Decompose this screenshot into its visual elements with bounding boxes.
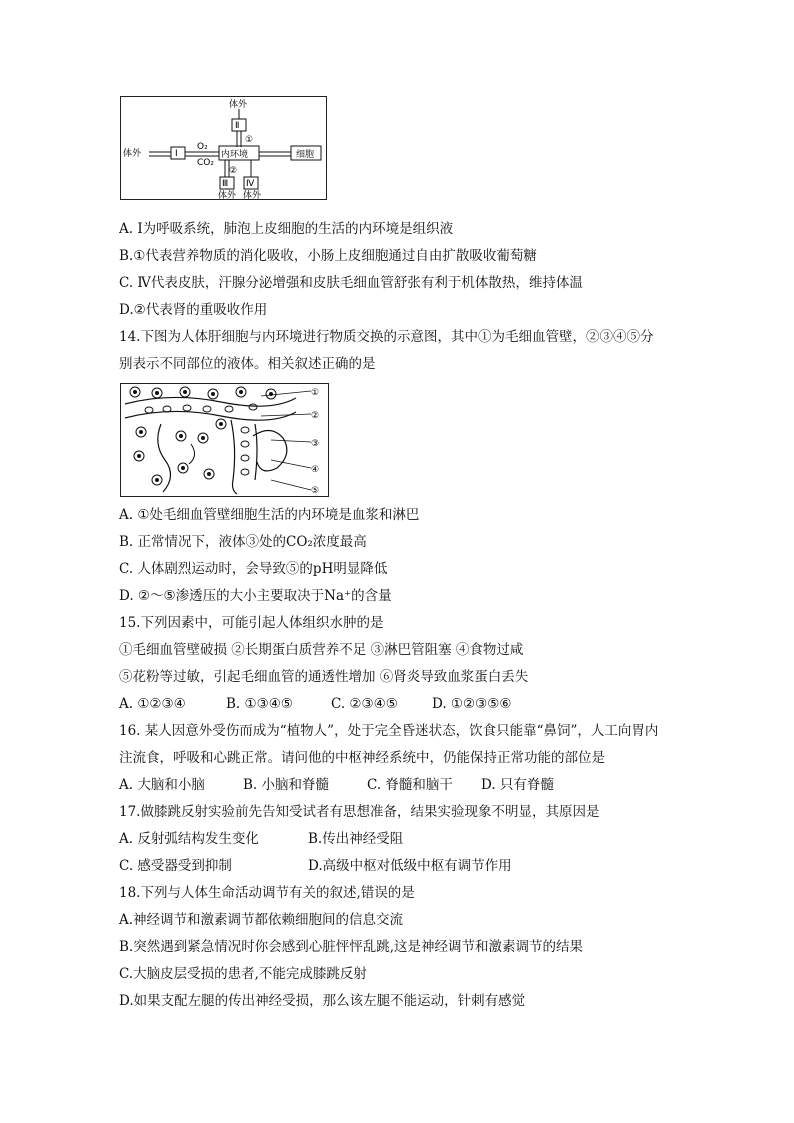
label-co2: CO₂ [197,158,214,168]
q14-option-d: D. ②～⑤渗透压的大小主要取决于Na⁺的含量 [119,588,392,604]
fig2-label-5: ⑤ [311,486,320,496]
q15-option-c: C. ②③④⑤ [331,696,398,712]
label-top-outside: 体外 [229,100,248,110]
label-box-4: Ⅳ [246,179,255,189]
q16-option-b: B. 小脑和脊髓 [243,777,330,793]
label-box-3: Ⅲ [222,179,229,189]
figure-internal-environment [120,96,327,200]
q16-option-d: D. 只有脊髓 [481,777,554,793]
label-center: 内环境 [221,150,249,160]
q18-option-a: A.神经调节和激素调节都依赖细胞间的信息交流 [119,912,404,928]
q17-option-a: A. 反射弧结构发生变化 [119,831,259,847]
q17-stem: 17.做膝跳反射实验前先告知受试者有思想准备，结果实验现象不明显，其原因是 [119,804,600,820]
q18-option-b: B.突然遇到紧急情况时你会感到心脏怦怦乱跳,这是神经调节和激素调节的结果 [119,939,584,955]
q14-option-b: B. 正常情况下，液体③处的CO₂浓度最高 [119,534,367,550]
q18-stem: 18.下列与人体生命活动调节有关的叙述,错误的是 [119,885,415,901]
q15-items-line1: ①毛细血管壁破损 ②长期蛋白质营养不足 ③淋巴管阻塞 ④食物过咸 [119,642,524,658]
label-o2: O₂ [197,142,208,152]
label-box-2: Ⅱ [235,121,240,131]
label-bottom-outside-2: 体外 [243,191,262,199]
fig2-label-4: ④ [311,465,320,475]
q16-option-a: A. 大脑和小脑 [119,777,205,793]
q15-option-d: D. ①②③⑤⑥ [432,696,512,712]
q13-option-a: A. Ⅰ为呼吸系统，肺泡上皮细胞的生活的内环境是组织液 [119,221,454,237]
liver-cell-diagram [121,384,328,496]
fig2-label-3: ③ [311,439,320,449]
box-1 [171,147,185,159]
q13-option-b: B.①代表营养物质的消化吸收，小肠上皮细胞通过自由扩散吸收葡萄糖 [119,248,537,264]
q16-options [119,776,554,794]
figure-liver-cell-exchange [120,383,329,497]
label-left-outside: 体外 [123,149,142,159]
fig2-label-2: ② [311,411,320,421]
fig2-label-1: ① [311,388,320,398]
q17-option-c: C. 感受器受到抑制 [119,858,232,874]
q16-stem-line1: 16. 某人因意外受伤而成为“植物人”，处于完全昏迷状态，饮食只能靠“鼻饲”，人工向胃内 [119,723,659,739]
q15-option-b: B. ①③④⑤ [226,696,293,712]
q14-option-a: A. ①处毛细血管壁细胞生活的内环境是血浆和淋巴 [119,507,420,523]
q14-stem-line2: 别表示不同部位的液体。相关叙述正确的是 [119,356,376,372]
internal-environment-diagram [121,97,326,199]
q15-stem: 15.下列因素中，可能引起人体组织水肿的是 [119,615,384,631]
label-bottom-outside-1: 体外 [218,191,237,199]
q15-option-a: A. ①②③④ [119,696,186,712]
q18-option-c: C.大脑皮层受损的患者,不能完成膝跳反射 [119,966,367,982]
q13-option-c: C. Ⅳ代表皮肤，汗腺分泌增强和皮肤毛细血管舒张有利于机体散热，维持体温 [119,275,583,291]
label-circle-2: ② [229,166,238,176]
q16-option-c: C. 脊髓和脑干 [367,777,453,793]
label-cell: 细胞 [296,150,315,160]
q17-options-row1 [119,830,403,848]
q13-option-d: D.②代表肾的重吸收作用 [119,302,268,318]
q18-option-d: D.如果支配左腿的传出神经受损，那么该左腿不能运动，针刺有感觉 [119,993,526,1009]
q14-stem-line1: 14.下图为人体肝细胞与内环境进行物质交换的示意图，其中①为毛细血管壁，②③④⑤分 [119,329,654,345]
label-circle-1: ① [245,135,254,145]
q14-option-c: C. 人体剧烈运动时，会导致⑤的pH明显降低 [119,561,388,577]
q15-options [119,695,511,713]
q17-option-d: D.高级中枢对低级中枢有调节作用 [308,858,512,874]
q16-stem-line2: 注流食，呼吸和心跳正常。请问他的中枢神经系统中，仍能保持正常功能的部位是 [119,750,605,766]
q17-options-row2 [119,857,512,875]
q15-items-line2: ⑤花粉等过敏，引起毛细血管的通透性增加 ⑥肾炎导致血浆蛋白丢失 [119,669,529,685]
q17-option-b: B.传出神经受阻 [308,831,404,847]
label-box-1: Ⅰ [175,149,178,159]
